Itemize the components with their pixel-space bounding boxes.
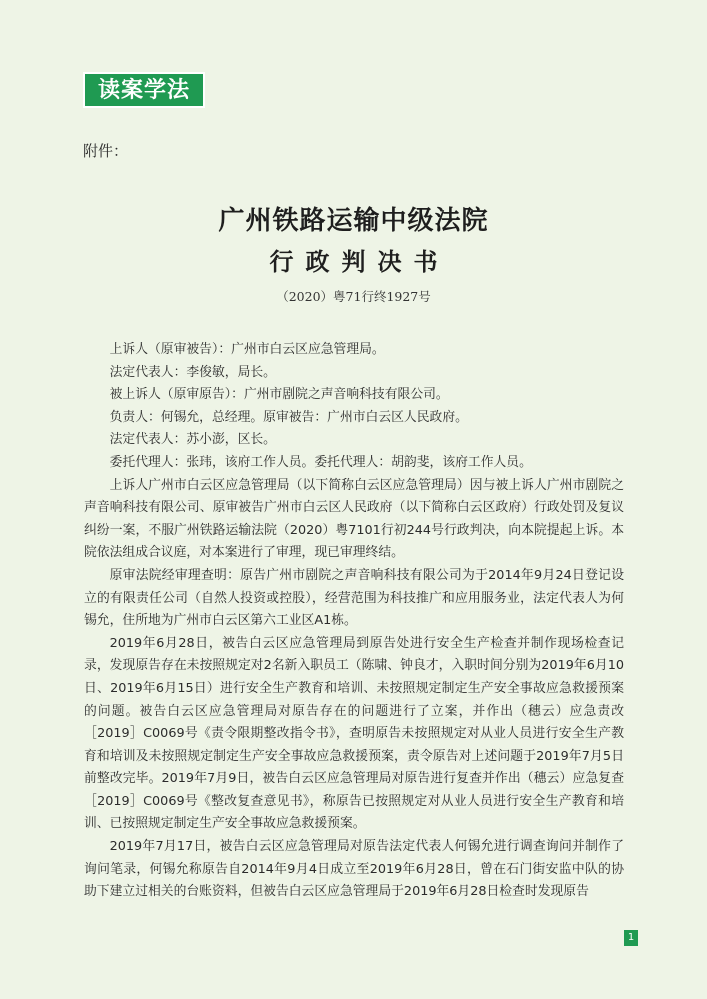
paragraph-inspection: 2019年6月28日，被告白云区应急管理局到原告处进行安全生产检查并制作现场检查记录，发现原告存在未按照规定对2名新入职员工（陈啸、钟良才，入职时间分别为2019年6月10日、2019年6月15日）进行安全生产教育和培训、未按照规定制定生产安全事故应急救援预案的问题。被告白云区应急管理局对原告存在的问题进行了立案，并作出（穗云）应急责改［2019］C0069号《责令限期整改指令书》，查明原告未按照规定对从业人员进行安全生产教育和培训及未按照规定制定生产安全事故应急救援预案，责令原告对上述问题于2019年7月5日前整改完毕。2019年7月9日，被告白云区应急管理局对原告进行复查并作出（穗云）应急复查［2019］C0069号《整改复查意见书》，称原告已按照规定对从业人员进行安全生产教育和培训、已按照规定制定生产安全事故应急救援预案。 [84,635,624,832]
paragraph-appellee: 被上诉人（原审原告）：广州市剧院之声音响科技有限公司。 [109,387,449,403]
case-number: （2020）粤71行终1927号 [276,289,431,304]
section-badge-label: 读案学法 [85,74,203,106]
paragraph-inquiry: 2019年7月17日，被告白云区应急管理局对原告法定代表人何锡允进行调查询问并制作了询问笔录，何锡允称原告自2014年9月4日成立至2019年6月28日，曾在石门街安监中队的协助下建立过相关的台账资料，但被告白云区应急管理局于2019年6月28日检查时发现原告 [84,839,624,900]
paragraph-case-intro: 上诉人广州市白云区应急管理局（以下简称白云区应急管理局）因与被上诉人广州市剧院之声音响科技有限公司、原审被告广州市白云区人民政府（以下简称白云区政府）行政处罚及复议纠纷一案，不服广州铁路运输法院（2020）粤7101行初244号行政判决，向本院提起上诉。本院依法组成合议庭，对本案进行了审理，现已审理终结。 [84,477,624,561]
section-badge [83,72,205,108]
document-type-title: 行政判决书 [269,247,450,276]
paragraph-legal-rep-2: 法定代表人：苏小澎，区长。 [109,432,276,448]
paragraph-responsible-person: 负责人：何锡允，总经理。原审被告：广州市白云区人民政府。 [109,409,468,425]
paragraph-legal-rep-1: 法定代表人：李俊敏，局长。 [109,364,276,380]
judgment-body [84,339,624,904]
court-name: 广州铁路运输中级法院 [218,206,489,236]
attachment-label: 附件： [83,142,129,160]
paragraph-appellant: 上诉人（原审被告）：广州市白云区应急管理局。 [109,342,385,357]
page-number: 1 [624,930,638,946]
paragraph-agents: 委托代理人：张玮，该府工作人员。委托代理人：胡韵斐，该府工作人员。 [109,454,532,470]
paragraph-findings: 原审法院经审理查明：原告广州市剧院之声音响科技有限公司为于2014年9月24日登记设立的有限责任公司（自然人投资或控股），经营范围为科技推广和应用服务业，法定代表人为何锡允，住所地为广州市白云区第六工业区A1栋。 [84,567,624,629]
